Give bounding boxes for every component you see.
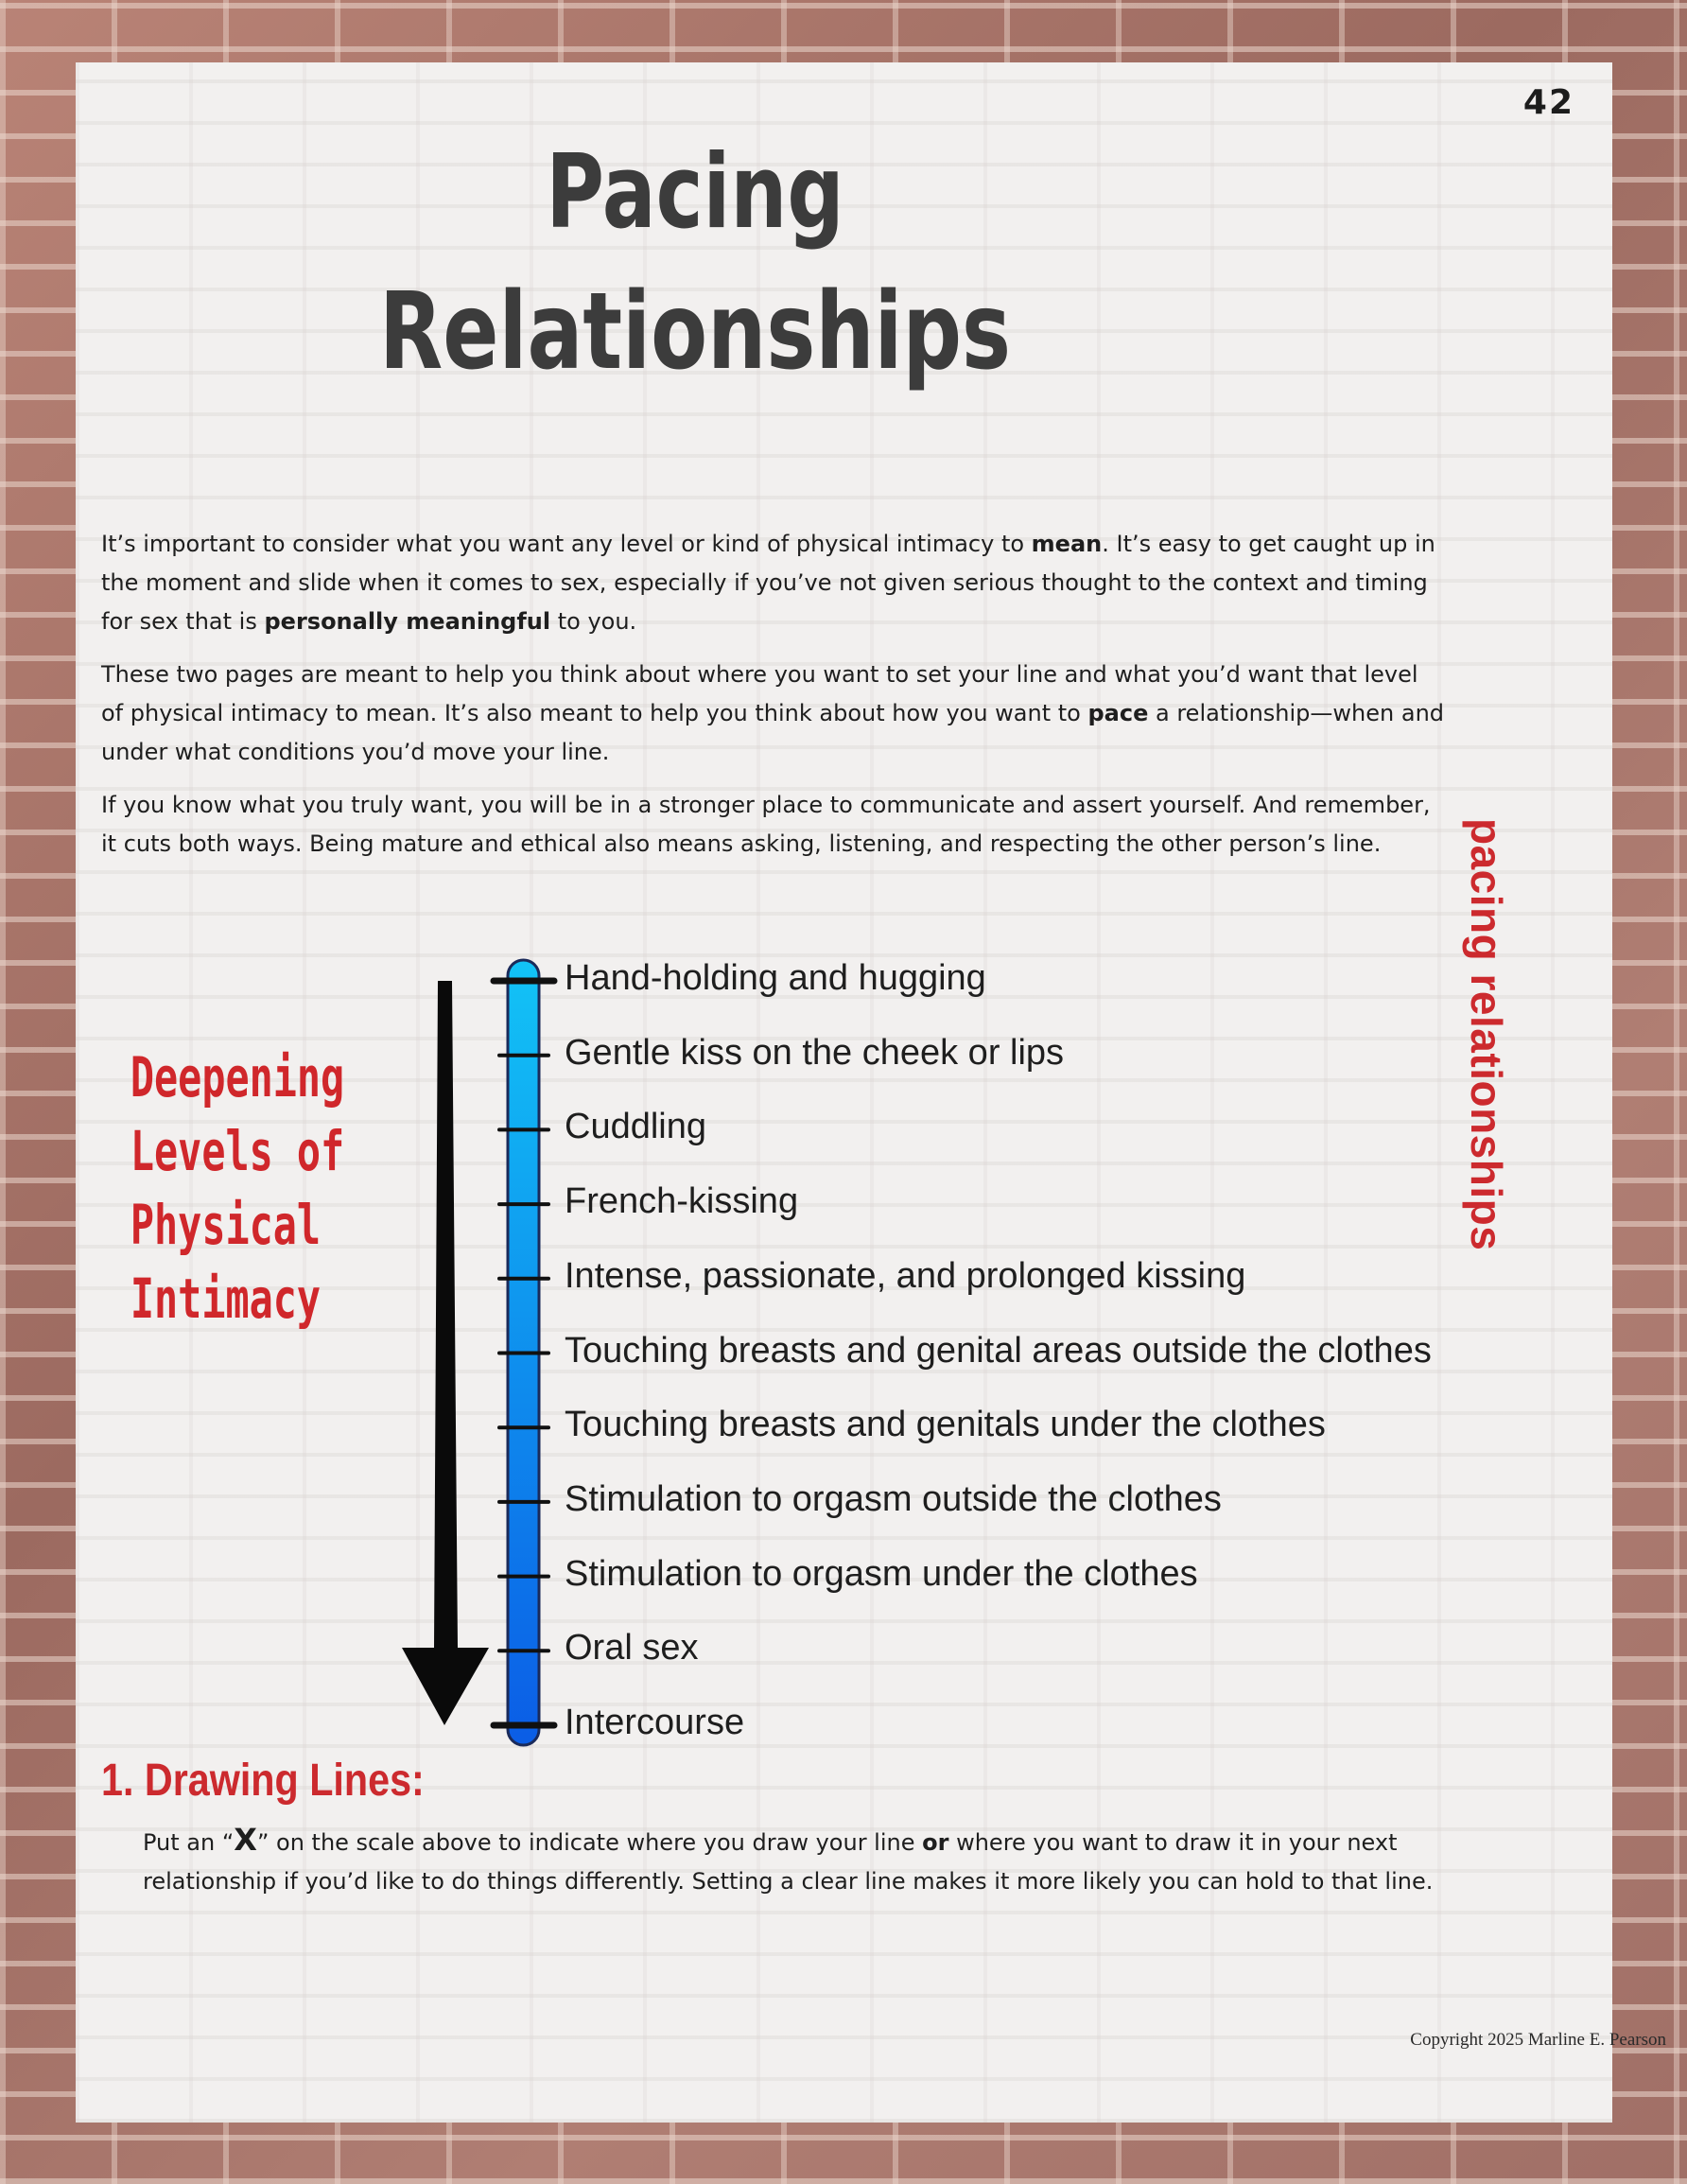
deepening-label-line: Deepening [130, 1045, 345, 1109]
scale-item: Hand-holding and hugging [565, 958, 986, 998]
intro-paragraph-3: If you know what you truly want, you will be in a stronger place to communicate and assert yourself. And remember, it cuts both ways. Being mature and ethical also means asking, listening, and respecting the other person’s line. [101, 792, 1431, 857]
scale-item: Stimulation to orgasm under the clothes [565, 1553, 1198, 1594]
scale-item: Intercourse [565, 1703, 745, 1742]
scale-item: Oral sex [565, 1628, 699, 1669]
down-arrow-icon [402, 981, 489, 1725]
scale-item: Gentle kiss on the cheek or lips [565, 1032, 1065, 1073]
scale-item: Touching breasts and genital areas outside the clothes [565, 1330, 1432, 1371]
deepening-label-line: Physical [130, 1193, 322, 1257]
side-section-label: pacing relationships [1462, 818, 1511, 1251]
section-title-drawing-lines: 1. Drawing Lines: [101, 1756, 425, 1806]
deepening-label-line: Intimacy [130, 1267, 322, 1331]
intro-paragraph-1: It’s important to consider what you want any level or kind of physical intimacy to mean. It’s easy to get caught up in the moment and slide when it comes to sex, especially if you’ve not given serious thought to the context and timing for sex that is personally meaningful to you. [101, 531, 1435, 635]
copyright-notice: Copyright 2025 Marline E. Pearson [1410, 2030, 1666, 2050]
scale-item: Touching breasts and genitals under the clothes [565, 1405, 1326, 1445]
scale-item: French-kissing [565, 1181, 799, 1222]
section-body-drawing-lines: Put an “X” on the scale above to indicate where you draw your line or where you want to draw it in your next relationship if you’d like to do things differently. Setting a clear line makes it more likely you can hold to that line. [143, 1822, 1434, 1895]
scale-item: Stimulation to orgasm outside the clothes [565, 1478, 1222, 1519]
scale-item: Intense, passionate, and prolonged kissing [565, 1255, 1246, 1296]
page-number: 42 [1522, 83, 1574, 122]
intro-paragraph-2: These two pages are meant to help you think about where you want to set your line and what you’d want that level of physical intimacy to mean. It’s also meant to help you think about how you want to pace a relationship—when and under what conditions you’d move your line. [101, 661, 1445, 765]
deepening-label-line: Levels of [130, 1119, 345, 1183]
page-title-line2: Relationships [379, 271, 1011, 393]
page-title-line1: Pacing [546, 133, 844, 252]
scale-item: Cuddling [565, 1107, 706, 1147]
